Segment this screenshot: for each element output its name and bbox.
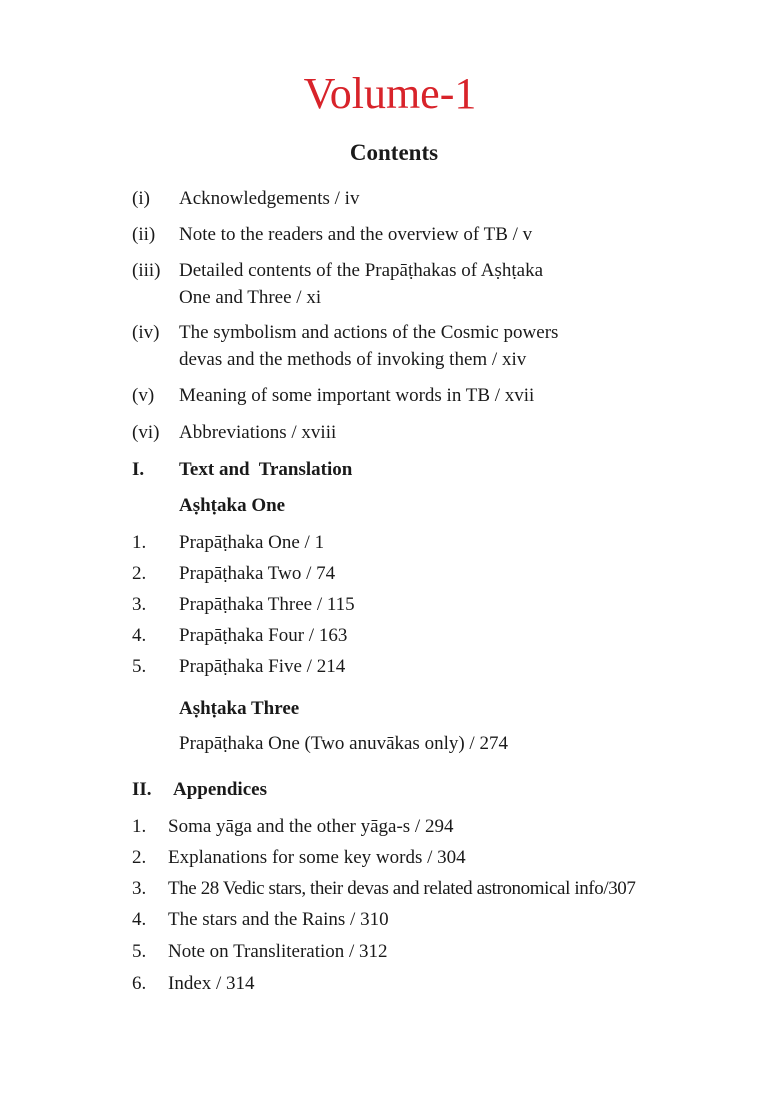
- entry-text: Explanations for some key words / 304: [168, 847, 466, 868]
- toc-entry-ashtaka-three-prapathaka[interactable]: Prapāṭhaka One (Two anuvākas only) / 274: [179, 733, 508, 754]
- entry-text: Acknowledgements / iv: [179, 188, 360, 209]
- entry-text: The 28 Vedic stars, their devas and related astronomical info/307: [168, 878, 636, 899]
- entry-text: Detailed contents of the Prapāṭhakas of Aṣhṭaka: [179, 260, 544, 281]
- entry-number: 3.: [132, 594, 147, 615]
- entry-number: 1.: [132, 816, 147, 837]
- entry-text: Abbreviations / xviii: [179, 422, 337, 443]
- entry-text: Meaning of some important words in TB / xvii: [179, 385, 535, 406]
- entry-text: The stars and the Rains / 310: [168, 909, 389, 930]
- entry-number: 4.: [132, 909, 147, 930]
- entry-text: Index / 314: [168, 973, 255, 994]
- entry-text: The symbolism and actions of the Cosmic powers: [179, 322, 559, 343]
- entry-number: 4.: [132, 625, 147, 646]
- entry-number: 1.: [132, 532, 147, 553]
- entry-number: (i): [132, 188, 150, 209]
- entry-text: Prapāṭhaka Three / 115: [179, 594, 355, 615]
- entry-number: (iv): [132, 322, 160, 343]
- entry-text: Note on Transliteration / 312: [168, 941, 388, 962]
- section-title: Appendices: [173, 779, 267, 800]
- ashtaka-one-heading: Aṣhṭaka One: [179, 495, 286, 516]
- section-number: I.: [132, 459, 145, 480]
- entry-number: 5.: [132, 656, 147, 677]
- entry-text: Soma yāga and the other yāga-s / 294: [168, 816, 454, 837]
- entry-number: 2.: [132, 563, 147, 584]
- section-number: II.: [132, 779, 152, 800]
- entry-number: 6.: [132, 973, 147, 994]
- entry-number: 3.: [132, 878, 147, 899]
- entry-number: (iii): [132, 260, 161, 281]
- entry-text: Prapāṭhaka Five / 214: [179, 656, 346, 677]
- page-title: Volume-1: [303, 69, 477, 118]
- ashtaka-three-heading: Aṣhṭaka Three: [179, 698, 300, 719]
- entry-text-continued: devas and the methods of invoking them / xiv: [179, 349, 527, 370]
- entry-text: Prapāṭhaka One / 1: [179, 532, 325, 553]
- entry-text: Prapāṭhaka Four / 163: [179, 625, 348, 646]
- entry-number: 2.: [132, 847, 147, 868]
- entry-text-continued: One and Three / xi: [179, 287, 322, 308]
- entry-text: Note to the readers and the overview of TB / v: [179, 224, 533, 245]
- entry-number: (vi): [132, 422, 160, 443]
- entry-number: (v): [132, 385, 155, 406]
- section-title: Text and Translation: [179, 459, 353, 480]
- contents-heading: Contents: [349, 140, 439, 165]
- entry-number: (ii): [132, 224, 156, 245]
- entry-text: Prapāṭhaka Two / 74: [179, 563, 336, 584]
- entry-number: 5.: [132, 941, 147, 962]
